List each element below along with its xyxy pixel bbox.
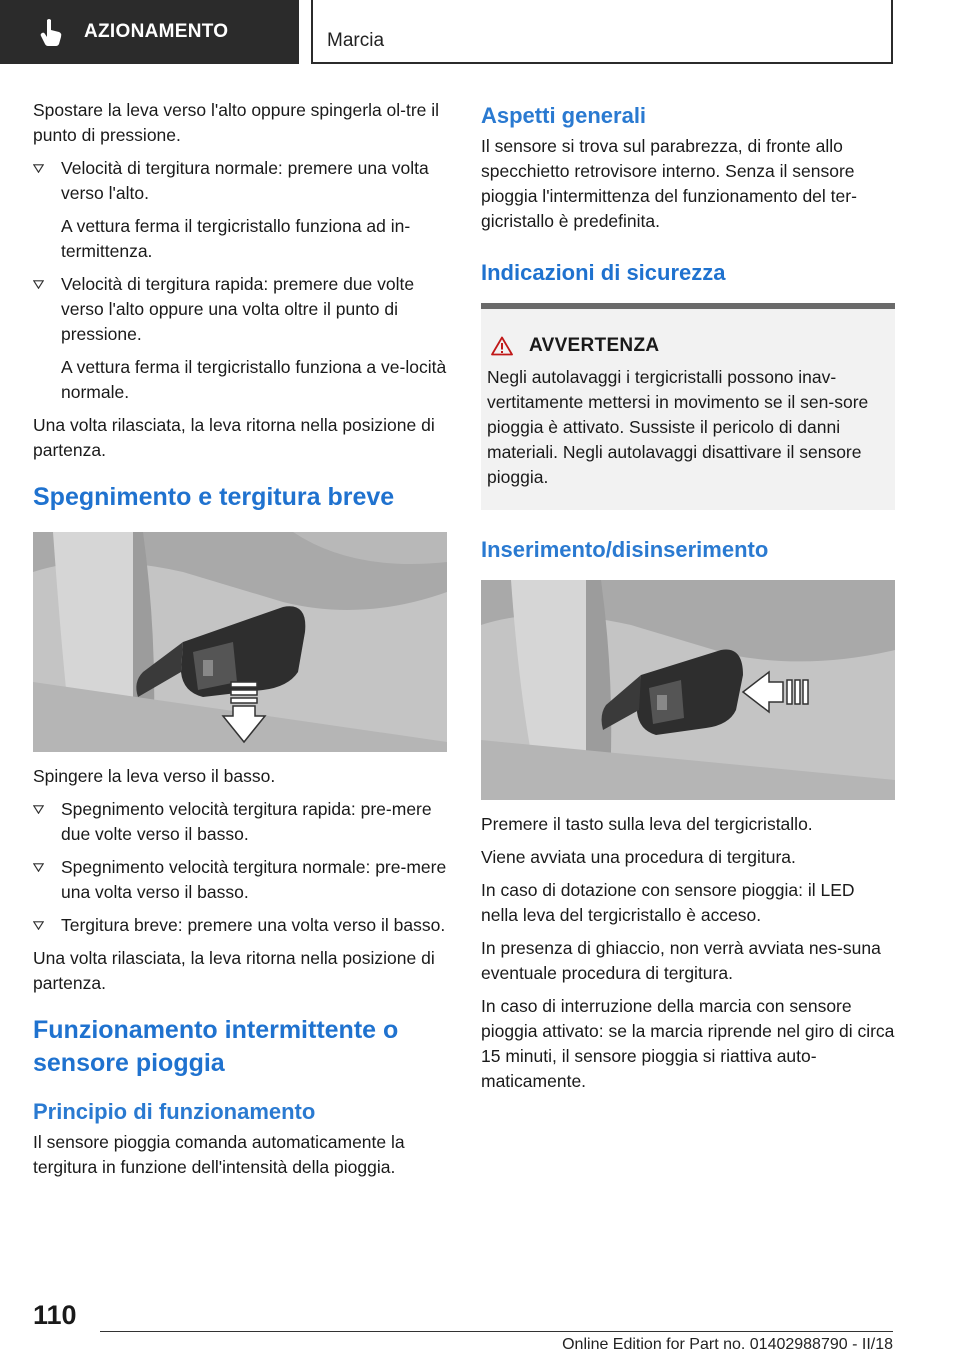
- triangle-bullet-icon: [33, 863, 44, 872]
- after-list-text: Una volta rilasciata, la leva ritorna nella posizione di partenza.: [33, 415, 435, 460]
- warning-triangle-icon: [491, 336, 513, 356]
- stalk-down-illustration: [33, 532, 447, 752]
- footer-divider: [100, 1331, 893, 1332]
- list-item-text: Velocità di tergitura normale: premere una volta verso l'alto.: [61, 158, 429, 203]
- general-text: Il sensore si trova sul parabrezza, di fronte allo specchietto retrovisore interno. Senza il sensore pioggia l'intermittenza del funzionamento del ter-gicristallo è predefinita.: [481, 136, 857, 231]
- triangle-bullet-icon: [33, 164, 44, 173]
- list-item-text: Spegnimento velocità tergitura rapida: pre-mere due volte verso il basso.: [61, 799, 432, 844]
- hand-pointer-icon: [40, 18, 64, 46]
- heading-spegnimento: Spegnimento e tergitura breve: [33, 483, 395, 511]
- list-item: [33, 797, 447, 847]
- list-item-text: Spegnimento velocità tergitura normale: pre-mere una volta verso il basso.: [61, 857, 447, 902]
- chapter-box: [311, 0, 893, 64]
- after-list-text-2: Una volta rilasciata, la leva ritorna nella posizione di partenza.: [33, 948, 435, 993]
- stalk-button-illustration: [481, 580, 895, 800]
- list-item-text: Velocità di tergitura rapida: premere due volte verso l'alto oppure una volta oltre il punto di pressione.: [61, 274, 415, 344]
- edition-note: Online Edition for Part no. 01402988790 - II/18: [562, 1336, 893, 1353]
- section-title: AZIONAMENTO: [84, 21, 229, 42]
- list-item-note: A vettura ferma il tergicristallo funziona a ve-locità normale.: [61, 357, 447, 402]
- warning-text: Negli autolavaggi i tergicristalli possono inav-vertitamente mettersi in movimento se il sen-sore pioggia è attivato. Sussiste il pericolo di danni materiali. Negli autolavaggi disattivare il sensore pioggia.: [487, 367, 869, 487]
- para-5: In caso di interruzione della marcia con sensore pioggia attivato: se la marcia riprende nel giro di circa 15 minuti, il sensore pioggia si riattiva auto-maticamente.: [481, 996, 895, 1091]
- triangle-bullet-icon: [33, 805, 44, 814]
- figure-caption-1: Spingere la leva verso il basso.: [33, 766, 276, 786]
- left-column: [33, 98, 447, 1188]
- section-tab: [0, 0, 299, 64]
- para-1: Premere il tasto sulla leva del tergicristallo.: [481, 814, 813, 834]
- list-item: [33, 156, 447, 264]
- heading-intermittente: Funzionamento intermittente o sensore pioggia: [33, 1016, 399, 1077]
- intro-text: Spostare la leva verso l'alto oppure spingerla ol-tre il punto di pressione.: [33, 100, 440, 145]
- list-item: [33, 272, 447, 405]
- subheading-principio: Principio di funzionamento: [33, 1099, 316, 1124]
- para-2: Viene avviata una procedura di tergitura.: [481, 847, 796, 867]
- right-column: [481, 98, 895, 1102]
- principle-text: Il sensore pioggia comanda automaticamente la tergitura in funzione dell'intensità della pioggia.: [33, 1132, 405, 1177]
- triangle-bullet-icon: [33, 280, 44, 289]
- list-item-text: Tergitura breve: premere una volta verso il basso.: [61, 915, 446, 935]
- subheading-aspetti: Aspetti generali: [481, 103, 647, 128]
- subheading-inserimento: Inserimento/disinserimento: [481, 537, 769, 562]
- heading-sicurezza: Indicazioni di sicurezza: [481, 260, 726, 285]
- warning-title: AVVERTENZA: [529, 335, 660, 356]
- para-4: In presenza di ghiaccio, non verrà avviata nes-suna eventuale procedura di tergitura.: [481, 938, 881, 983]
- warning-box: [481, 303, 895, 510]
- list-item: [33, 855, 447, 905]
- list-item: [33, 913, 447, 938]
- page-number: 110: [33, 1300, 77, 1330]
- chapter-title: Marcia: [327, 30, 385, 51]
- triangle-bullet-icon: [33, 921, 44, 930]
- list-item-note: A vettura ferma il tergicristallo funziona ad in-termittenza.: [61, 216, 411, 261]
- para-3: In caso di dotazione con sensore pioggia: il LED nella leva del tergicristallo è acceso.: [481, 880, 855, 925]
